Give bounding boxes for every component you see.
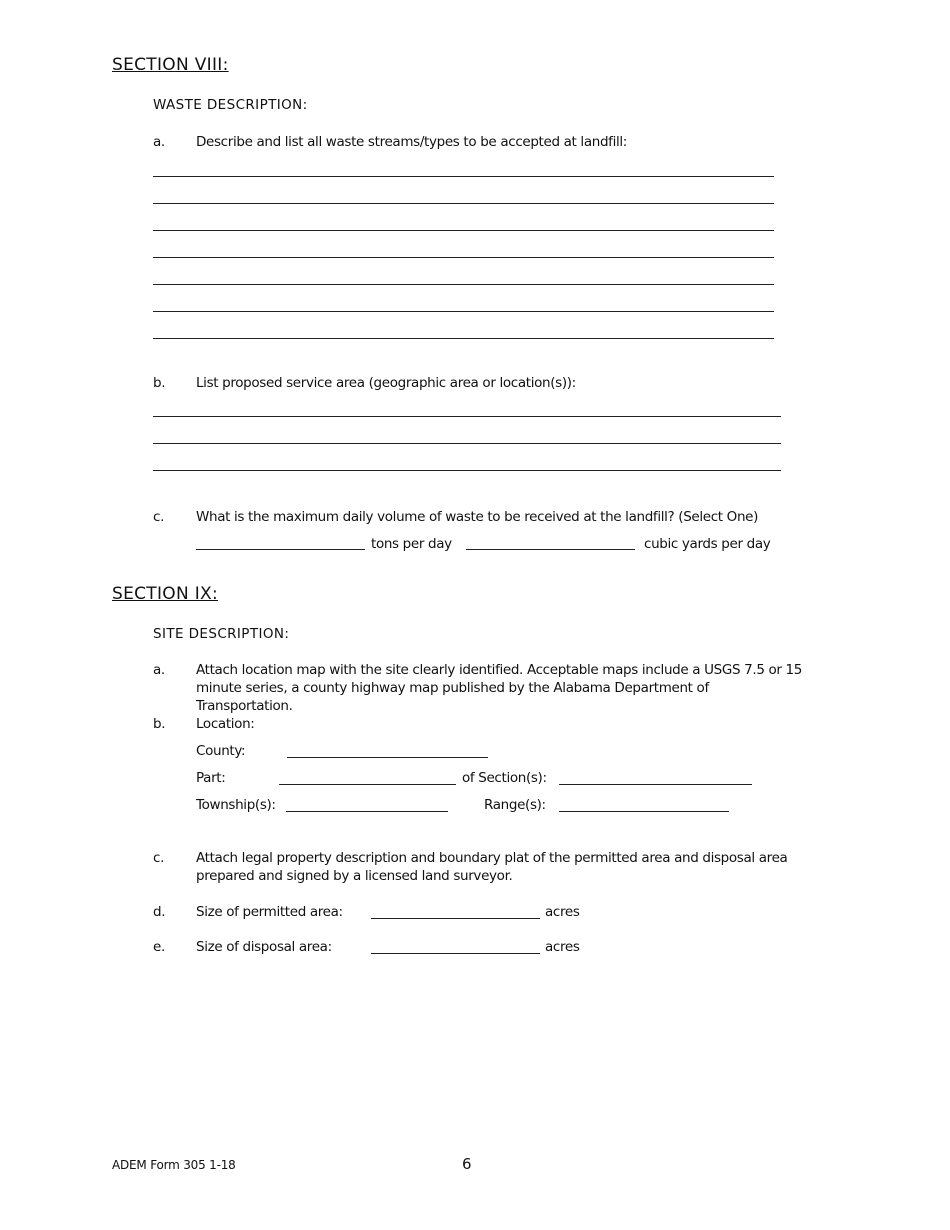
legal-description-instruction: Attach legal property description and boundary plat of the permitted area and disposal area prepared and signed by a licensed land surveyor. [196, 850, 788, 884]
waste-streams-line-7[interactable] [153, 338, 774, 339]
waste-streams-question: Describe and list all waste streams/types to be accepted at landfill: [196, 134, 627, 150]
form-number: ADEM Form 305 1-18 [112, 1158, 236, 1172]
service-area-line-3[interactable] [153, 470, 781, 471]
township-field[interactable] [286, 811, 448, 812]
item-a-letter: a. [153, 134, 165, 150]
waste-streams-line-2[interactable] [153, 203, 774, 204]
item-c-letter: c. [153, 509, 165, 525]
page-number: 6 [462, 1155, 472, 1173]
county-label: County: [196, 743, 246, 759]
section-8-heading: SECTION VIII: [112, 55, 229, 75]
permitted-area-label: Size of permitted area: [196, 904, 343, 920]
item-d-letter: d. [153, 904, 166, 920]
waste-streams-line-1[interactable] [153, 176, 774, 177]
cubic-yards-field[interactable] [466, 549, 635, 550]
service-area-question: List proposed service area (geographic area or location(s)): [196, 375, 576, 391]
daily-volume-question: What is the maximum daily volume of waste to be received at the landfill? (Select One) [196, 509, 759, 525]
cubic-yards-label: cubic yards per day [644, 536, 771, 552]
disposal-area-field[interactable] [371, 953, 540, 954]
range-label: Range(s): [484, 797, 546, 813]
waste-streams-line-4[interactable] [153, 257, 774, 258]
part-label: Part: [196, 770, 226, 786]
tons-per-day-label: tons per day [371, 536, 452, 552]
item-e-letter: e. [153, 939, 165, 955]
waste-streams-line-6[interactable] [153, 311, 774, 312]
range-field[interactable] [559, 811, 729, 812]
permitted-area-unit: acres [545, 904, 580, 920]
service-area-line-2[interactable] [153, 443, 781, 444]
site-description-subheading: SITE DESCRIPTION: [153, 626, 290, 642]
part-field[interactable] [279, 784, 456, 785]
item-c-letter: c. [153, 850, 165, 866]
waste-streams-line-3[interactable] [153, 230, 774, 231]
item-b-letter: b. [153, 375, 166, 391]
location-label: Location: [196, 716, 255, 732]
waste-streams-line-5[interactable] [153, 284, 774, 285]
item-a-letter: a. [153, 662, 165, 678]
county-field[interactable] [287, 757, 488, 758]
waste-description-subheading: WASTE DESCRIPTION: [153, 97, 308, 113]
disposal-area-label: Size of disposal area: [196, 939, 332, 955]
disposal-area-unit: acres [545, 939, 580, 955]
item-b-letter: b. [153, 716, 166, 732]
section-9-heading: SECTION IX: [112, 584, 218, 604]
tons-per-day-field[interactable] [196, 549, 365, 550]
section-field[interactable] [559, 784, 752, 785]
township-label: Township(s): [196, 797, 276, 813]
service-area-line-1[interactable] [153, 416, 781, 417]
of-section-label: of Section(s): [462, 770, 547, 786]
permitted-area-field[interactable] [371, 918, 540, 919]
location-map-instruction: Attach location map with the site clearly identified. Acceptable maps include a USGS 7.5 or 15 minute series, a county highway map published by the Alabama Department of Transportation. [196, 662, 803, 714]
